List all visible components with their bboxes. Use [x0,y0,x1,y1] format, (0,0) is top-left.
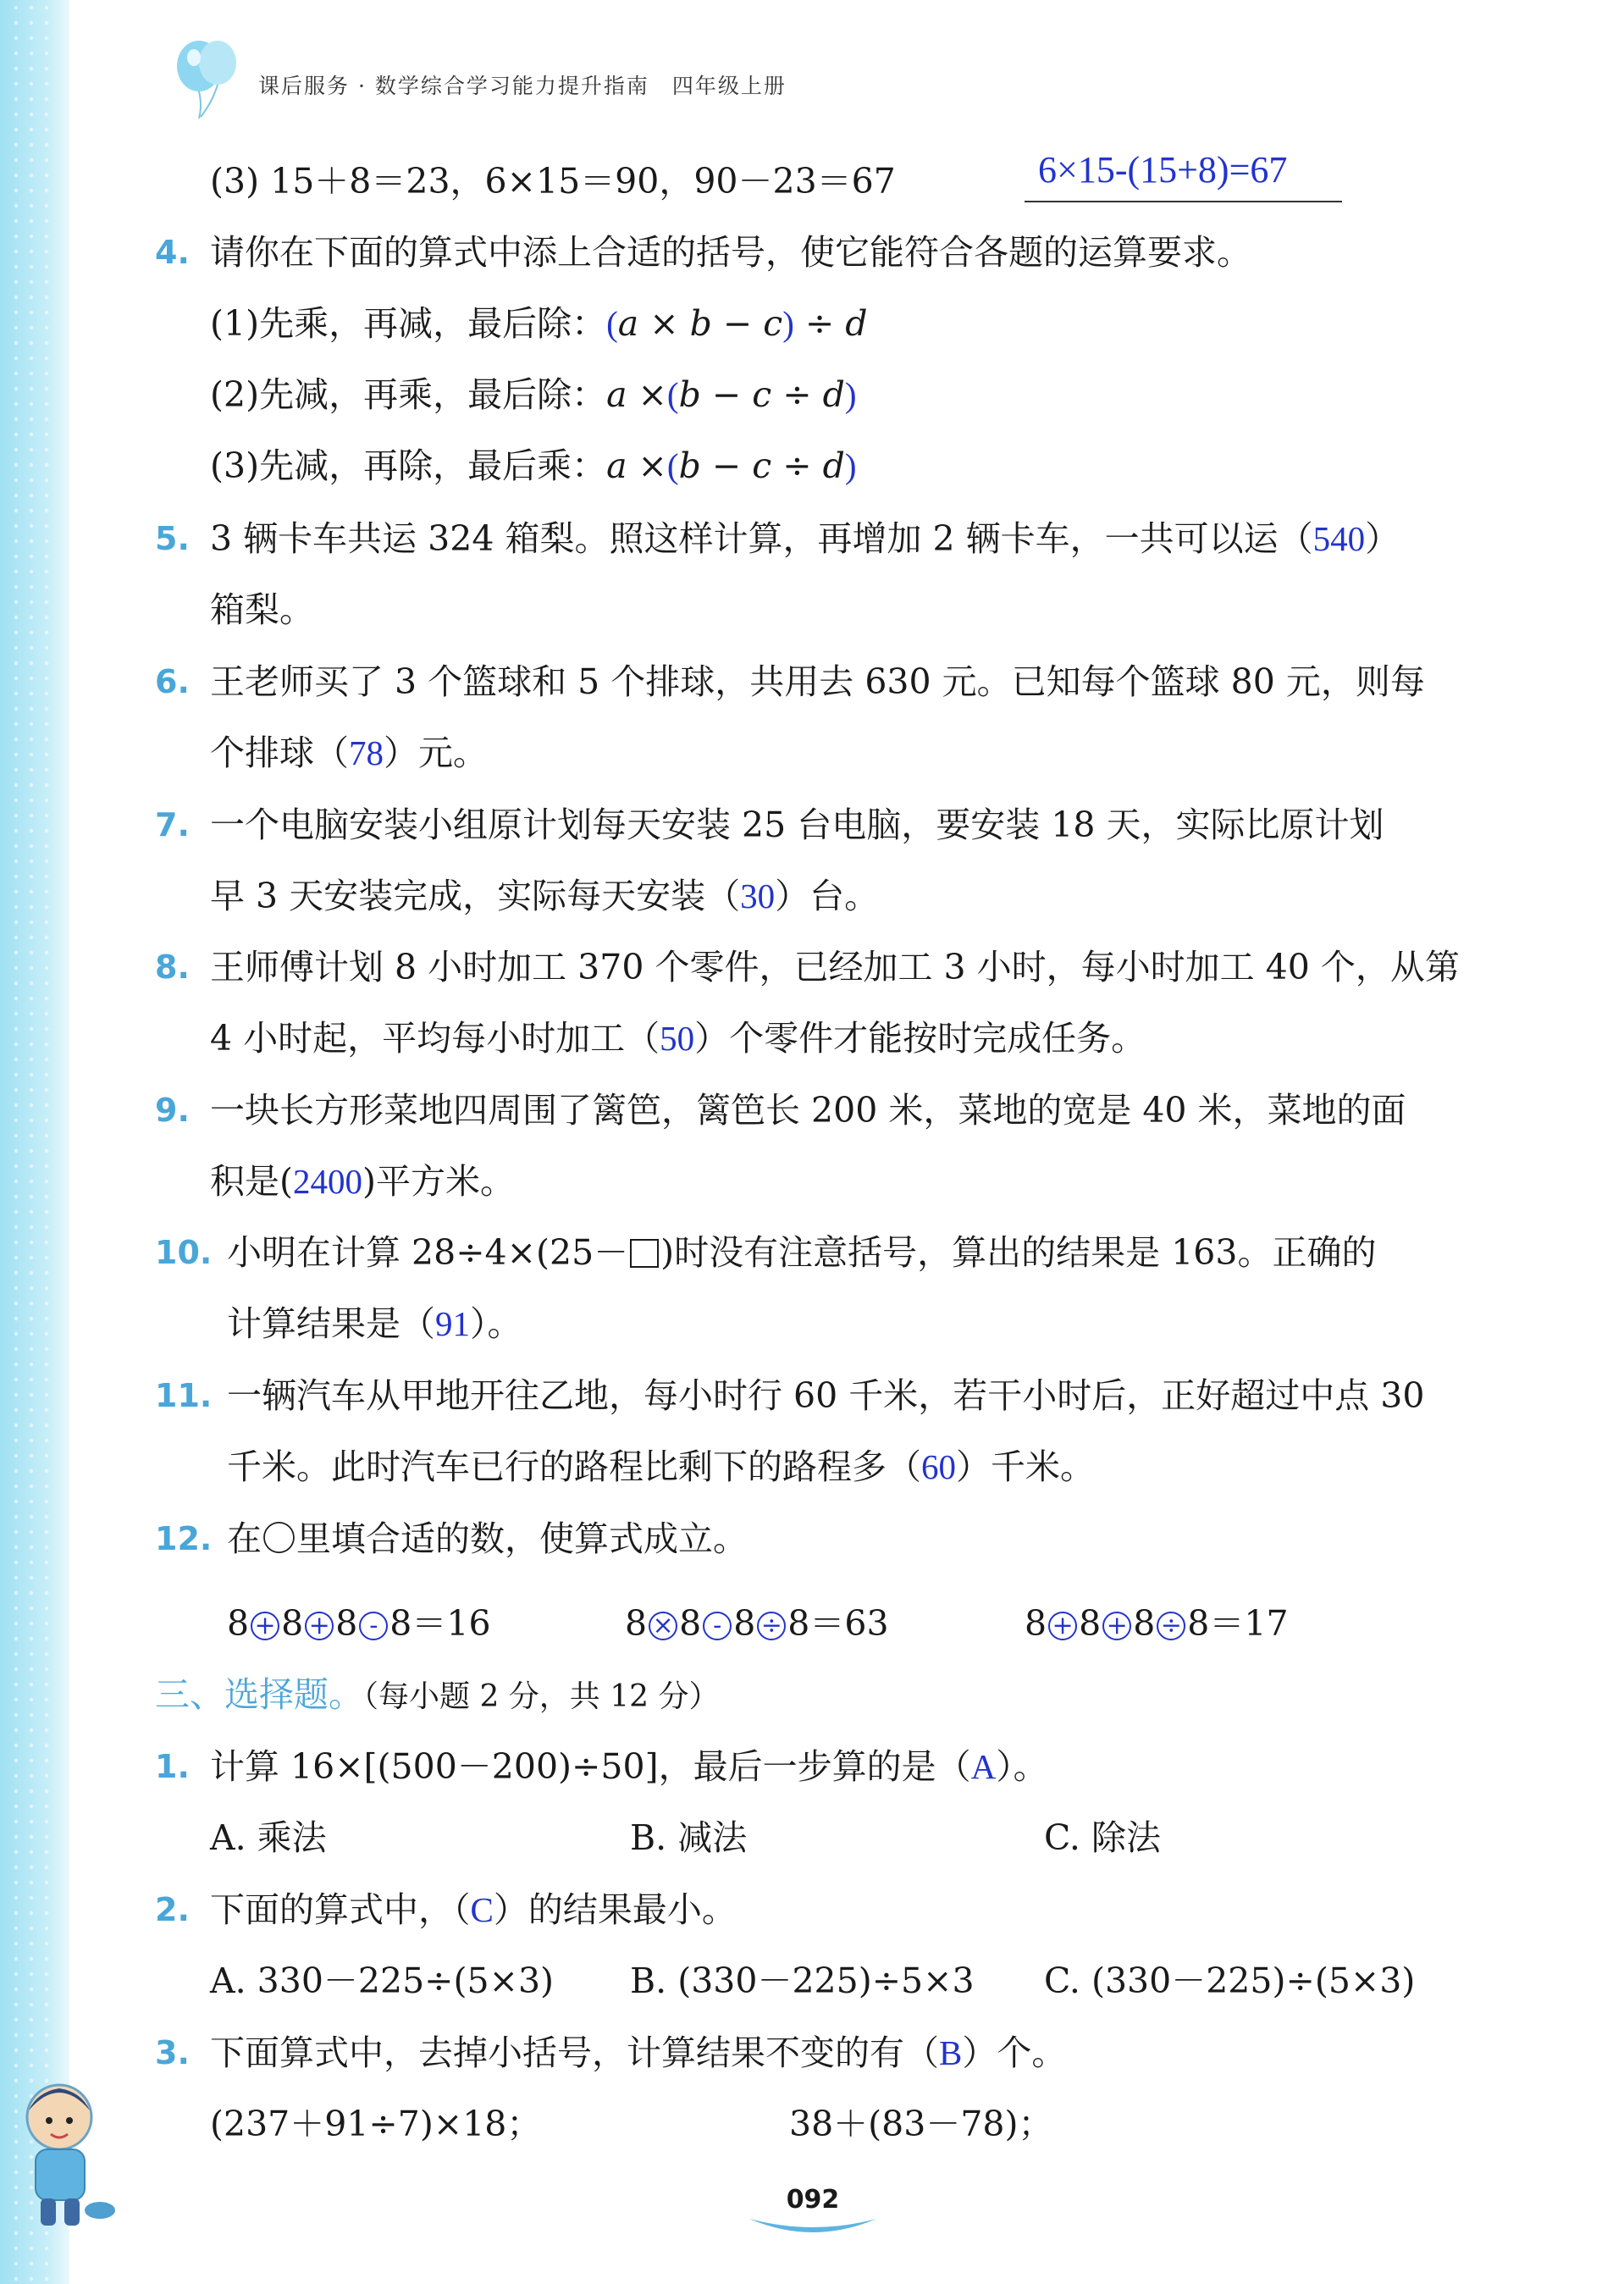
q8-line1: 王师傅计划 8 小时加工 370 个零件，已经加工 3 小时，每小时加工 40 个，从第 [210,947,1460,987]
q5-answer: 540 [1312,519,1366,558]
q4-item-2: (2)先减，再乘，最后除：a ×(b − c ÷ d) [210,374,857,415]
q9-line1: 一块长方形菜地四周围了篱笆，篱笆长 200 米，菜地的宽是 40 米，菜地的面 [210,1090,1406,1131]
q11-number: 11. [155,1377,213,1414]
q12-text: 在〇里填合适的数，使算式成立。 [227,1518,748,1559]
q11-line1: 一辆汽车从甲地开往乙地，每小时行 60 千米，若干小时后，正好超过中点 30 [227,1375,1425,1416]
c1-option-c: C. 除法 [1044,1817,1161,1858]
q7-line1: 一个电脑安装小组原计划每天安装 25 台电脑，要安装 18 天，实际比原计划 [210,805,1384,845]
balloon-icon [165,34,246,123]
q5-line1: 3 辆卡车共运 324 箱梨。照这样计算，再增加 2 辆卡车，一共可以运（540） [210,518,1400,559]
q8-line2: 4 小时起，平均每小时加工（50）个零件才能按时完成任务。 [210,1018,1146,1059]
q6-number: 6. [155,663,190,700]
q10-number: 10. [155,1234,213,1271]
header-title: 课后服务 · 数学综合学习能力提升指南 四年级上册 [258,74,787,98]
q10-answer: 91 [435,1304,470,1343]
c3-answer: B [939,2033,963,2072]
c1-text: 计算 16×[(500－200)÷50]，最后一步算的是（A）。 [210,1746,1048,1787]
q12-equation-2: 8 × 8 - 8 ÷ 8＝63 [625,1603,889,1644]
c1-option-b: B. 减法 [630,1817,748,1858]
q3-answer: 6×15-(15+8)=67 [1038,149,1288,191]
q10-line2: 计算结果是（91）。 [227,1303,522,1344]
q12-equation-1: 8 + 8 + 8 - 8＝16 [227,1603,491,1644]
q8-number: 8. [155,948,190,986]
q9-number: 9. [155,1092,190,1129]
q11-answer: 60 [921,1447,956,1486]
q5-number: 5. [155,520,190,557]
side-decoration-strip [0,0,69,2284]
q12-equation-3: 8 + 8 + 8 ÷ 8＝17 [1025,1603,1289,1644]
q5-line2: 箱梨。 [210,589,314,630]
c2-text: 下面的算式中，（C）的结果最小。 [210,1889,737,1930]
c2-option-a: A. 330－225÷(5×3) [210,1960,555,2001]
q4-item-3: (3)先减，再除，最后乘：a ×(b − c ÷ d) [210,445,857,486]
q6-line1: 王老师买了 3 个篮球和 5 个排球，共用去 630 元。已知每个篮球 80 元，则每 [210,661,1425,702]
c2-option-c: C. (330－225)÷(5×3) [1044,1960,1416,2001]
q3-answer-box [1025,148,1342,202]
c2-answer: C [470,1890,494,1929]
c3-expr-1: (237＋91÷7)×18； [210,2104,542,2144]
page-swoosh-decoration [745,2212,881,2246]
q7-number: 7. [155,806,190,843]
q3-sub3-line: (3) 15＋8＝23，6×15＝90，90－23＝67 [210,161,896,202]
q6-line2: 个排球（78）元。 [210,733,488,773]
q4-item-1: (1)先乘，再减，最后除：(a × b − c) ÷ d [210,303,868,344]
q8-answer: 50 [660,1019,695,1058]
c1-option-a: A. 乘法 [210,1817,327,1858]
q4-number: 4. [155,234,190,271]
q7-line2: 早 3 天安装完成，实际每天安装（30）台。 [210,876,880,916]
q4-text: 请你在下面的算式中添上合适的括号，使它能符合各题的运算要求。 [210,232,1251,273]
c2-number: 2. [155,1891,190,1928]
side-dots [8,0,59,2284]
q11-line2: 千米。此时汽车已行的路程比剩下的路程多（60）千米。 [227,1446,1095,1487]
c2-option-b: B. (330－225)÷5×3 [630,1960,975,2001]
c1-answer: A [970,1747,997,1786]
c3-number: 3. [155,2034,190,2071]
q6-answer: 78 [349,733,384,772]
q12-number: 12. [155,1520,213,1557]
c3-text: 下面算式中，去掉小括号，计算结果不变的有（B）个。 [210,2032,1067,2073]
q9-answer: 2400 [293,1162,362,1201]
q7-answer: 30 [740,877,776,915]
c1-number: 1. [155,1748,190,1785]
q9-line2: 积是(2400)平方米。 [210,1161,515,1202]
section-3-heading: 三、选择题。（每小题 2 分，共 12 分） [155,1674,720,1715]
q10-line1: 小明在计算 28÷4×(25－ )时没有注意括号，算出的结果是 163。正确的 [227,1232,1377,1273]
c3-expr-2: 38＋(83－78)； [789,2104,1053,2144]
blank-square [630,1239,659,1268]
page-number: 092 [786,2185,840,2215]
cartoon-kid-icon [0,2066,127,2236]
